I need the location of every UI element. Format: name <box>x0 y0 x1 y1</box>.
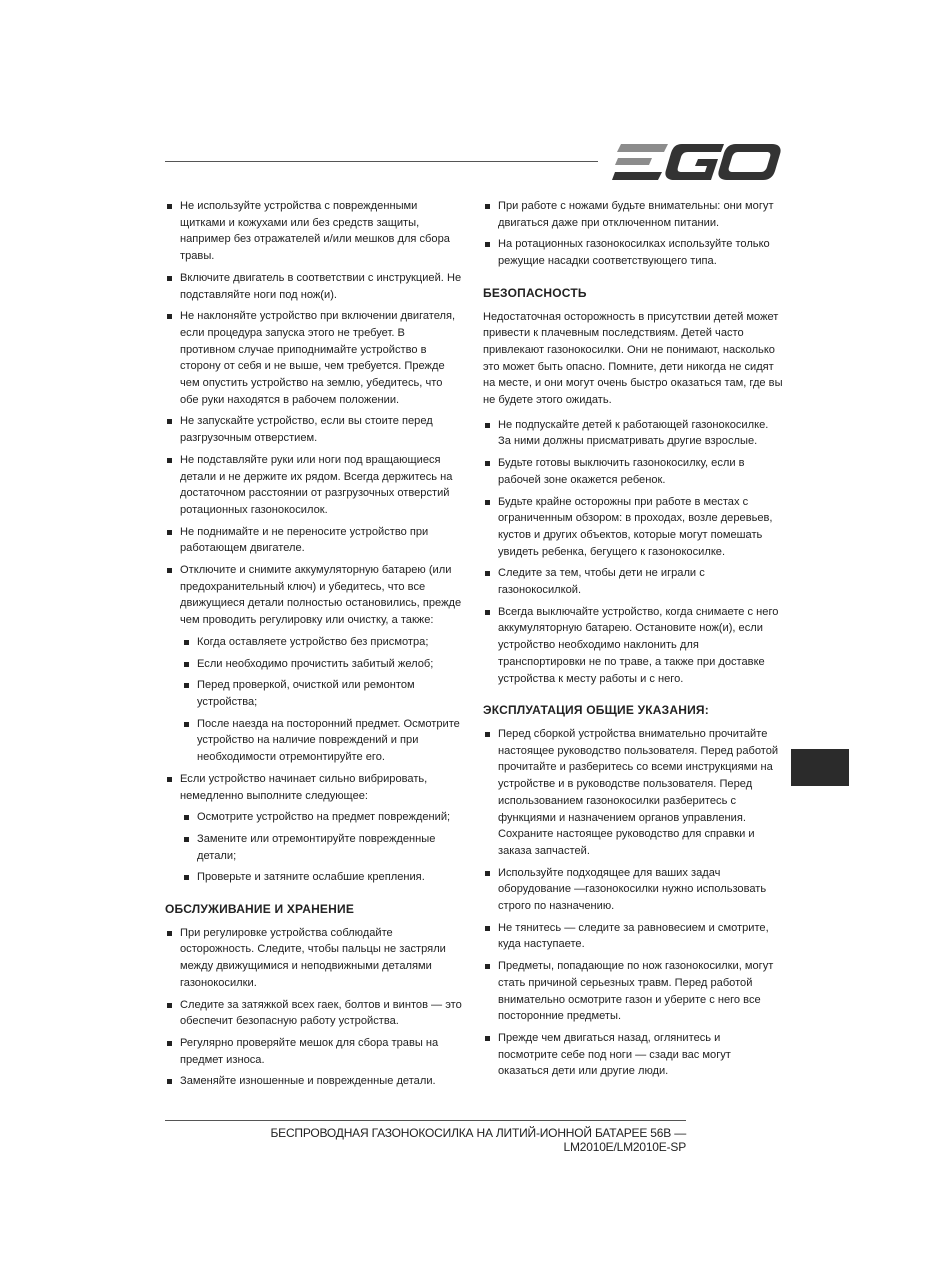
list-item: Не тянитесь — следите за равновесием и смотрите, куда наступаете. <box>483 920 783 953</box>
list-item: Используйте подходящее для ваших задач оборудование —газонокосилки нужно использовать строго по назначению. <box>483 865 783 915</box>
maintenance-heading: ОБСЛУЖИВАНИЕ И ХРАНЕНИЕ <box>165 902 355 917</box>
sub-list-item: Осмотрите устройство на предмет повреждений; <box>182 809 463 826</box>
maintenance-list <box>165 925 463 1090</box>
ego-logo <box>612 144 782 180</box>
list-item: Будьте готовы выключить газонокосилку, если в рабочей зоне окажется ребенок. <box>483 455 783 488</box>
sub-list-item: Если необходимо прочистить забитый желоб; <box>182 656 463 673</box>
list-item: Следите за затяжкой всех гаек, болтов и винтов — это обеспечит безопасную работу устройства. <box>165 997 463 1030</box>
list-item: Предметы, попадающие по нож газонокосилки, могут стать причиной серьезных травм. Перед работой внимательно осмотрите газон и уберите с него все посторонние предметы. <box>483 958 783 1025</box>
list-item: Не наклоняйте устройство при включении двигателя, если процедура запуска этого не требует. В противном случае приподнимайте устройство в сторону от себя и не выше, чем требуется. Прежде чем опустить устройство на землю, убедитесь, что обе руки находятся в рабочем положении. <box>165 308 463 408</box>
list-item: Следите за тем, чтобы дети не играли с газонокосилкой. <box>483 565 783 598</box>
vibration-item-text: Если устройство начинает сильно вибрировать, немедленно выполните следующее: <box>180 772 428 802</box>
list-item-battery <box>165 562 463 766</box>
footer-title: БЕСПРОВОДНАЯ ГАЗОНОКОСИЛКА НА ЛИТИЙ-ИОННОЙ БАТАРЕЕ 56В — LM2010E/LM2010E-SP <box>270 1126 686 1154</box>
vibration-sublist <box>182 809 463 886</box>
list-item: Будьте крайне осторожны при работе в местах с ограниченным обзором: в проходах, возле деревьев, кустов и других объектов, которые могут помешать увидеть ребенка, бегущего к газонокосилке. <box>483 494 783 561</box>
list-item-vibration <box>165 771 463 886</box>
logo-e-letter <box>612 144 668 180</box>
list-item: Не поднимайте и не переносите устройство при работающем двигателе. <box>165 524 463 557</box>
list-item: Всегда выключайте устройство, когда снимаете с него аккумуляторную батарею. Остановите нож(и), если устройство необходимо наклонить для транспортировки не по траве, а также при доставке устройства к месту работы и с него. <box>483 604 783 688</box>
list-item: Перед сборкой устройства внимательно прочитайте настоящее руководство пользователя. Перед работой прочитайте и разберитесь со всеми инструкциями на устройстве и в руководстве пользователя. Перед использованием газонокосилки разберитесь с функциями и назначением органов управления. Сохраните настоящее руководство для справки и заказа запчастей. <box>483 726 783 860</box>
list-item: Включите двигатель в соответствии с инструкцией. Не подставляйте ноги под нож(и). <box>165 270 463 303</box>
sub-list-item: После наезда на посторонний предмет. Осмотрите устройство на наличие повреждений и при необходимости отремонтируйте его. <box>182 716 463 766</box>
left-column <box>165 198 463 1095</box>
right-column <box>483 198 783 1085</box>
safety-heading: БЕЗОПАСНОСТЬ <box>483 285 587 300</box>
list-item: Не используйте устройства с поврежденными щитками и кожухами или без средств защиты, например без отражателей и/или мешков для сбора травы. <box>165 198 463 265</box>
left-list <box>165 198 463 886</box>
operation-heading: ЭКСПЛУАТАЦИЯ ОБЩИЕ УКАЗАНИЯ: <box>483 703 709 718</box>
logo-o-letter <box>718 144 780 180</box>
battery-sublist <box>182 634 463 766</box>
header-rule <box>165 161 598 162</box>
safety-list <box>483 417 783 688</box>
sub-list-item: Когда оставляете устройство без присмотра; <box>182 634 463 651</box>
list-item: Не подпускайте детей к работающей газонокосилке. За ними должны присматривать другие взрослые. <box>483 417 783 450</box>
section-tab <box>791 749 849 786</box>
list-item: Не запускайте устройство, если вы стоите перед разгрузочным отверстием. <box>165 413 463 446</box>
battery-item-text: Отключите и снимите аккумуляторную батарею (или предохранительный ключ) и убедитесь, что все движущиеся детали полностью остановились, прежде чем проводить регулировку или очистку, а также: <box>180 564 462 627</box>
sub-list-item: Перед проверкой, очисткой или ремонтом устройства; <box>182 677 463 710</box>
footer-rule <box>165 1120 686 1121</box>
list-item: Регулярно проверяйте мешок для сбора травы на предмет износа. <box>165 1035 463 1068</box>
sub-list-item: Проверьте и затяните ослабшие крепления. <box>182 869 463 886</box>
list-item: При регулировке устройства соблюдайте осторожность. Следите, чтобы пальцы не застряли между движущимися и неподвижными деталями газонокосилки. <box>165 925 463 992</box>
list-item: Прежде чем двигаться назад, оглянитесь и посмотрите себе под ноги — сзади вас могут оказаться дети или другие люди. <box>483 1030 783 1080</box>
list-item: На ротационных газонокосилках используйте только режущие насадки соответствующего типа. <box>483 236 783 269</box>
list-item: Заменяйте изношенные и поврежденные детали. <box>165 1073 463 1090</box>
safety-intro: Недостаточная осторожность в присутствии детей может привести к плачевным последствиям. Детей часто привлекают газонокосилки. Они не понимают, насколько это может быть опасно. Помните, дети никогда не сидят на месте, и они могут очень быстро оказаться там, где вы не будете этого ожидать. <box>483 310 783 407</box>
operation-list <box>483 726 783 1080</box>
list-item: При работе с ножами будьте внимательны: они могут двигаться даже при отключенном питании. <box>483 198 783 231</box>
sub-list-item: Замените или отремонтируйте поврежденные детали; <box>182 831 463 864</box>
right-top-list <box>483 198 783 270</box>
logo-g-letter <box>665 144 724 180</box>
list-item: Не подставляйте руки или ноги под вращающиеся детали и не держите их рядом. Всегда держитесь на достаточном расстоянии от разгрузочных отверстий ротационных газонокосилок. <box>165 452 463 519</box>
